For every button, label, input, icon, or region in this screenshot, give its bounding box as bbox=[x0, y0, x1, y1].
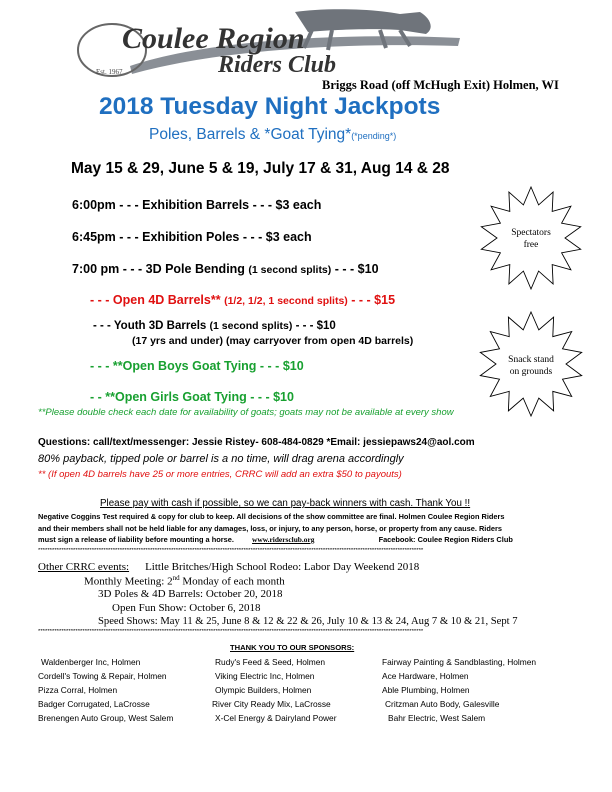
little-britches: Little Britches/High School Rodeo: Labor Day Weekend 2018 bbox=[145, 561, 420, 573]
pole-bending bbox=[72, 262, 379, 276]
fun-show-event: Open Fun Show: October 6, 2018 bbox=[112, 602, 261, 614]
logo-name-line1: Coulee Region bbox=[122, 22, 305, 55]
open-girls-goat-tying: - - **Open Girls Goat Tying - - - $10 bbox=[90, 390, 294, 404]
sponsor: Able Plumbing, Holmen bbox=[382, 685, 470, 695]
youth-splits: (1 second splits) bbox=[209, 320, 293, 332]
sponsor: Cordell's Towing & Repair, Holmen bbox=[38, 671, 167, 681]
extra-payout-note: ** (If open 4D barrels have 25 or more entries, CRRC will add an extra $50 to payouts) bbox=[38, 469, 402, 480]
goat-availability-note: **Please double check each date for availability of goats; goats may not be available at every show bbox=[38, 407, 454, 418]
page-title: 2018 Tuesday Night Jackpots bbox=[99, 93, 441, 120]
pole-bending-splits: (1 second splits) bbox=[248, 264, 332, 276]
open-4d-splits: (1/2, 1/2, 1 second splits) bbox=[224, 295, 348, 307]
exhibition-barrels: 6:00pm - - - Exhibition Barrels - - - $3 each bbox=[72, 198, 322, 212]
subtitle bbox=[149, 126, 396, 144]
sponsor: Ace Hardware, Holmen bbox=[382, 671, 469, 681]
youth-barrels bbox=[93, 320, 336, 332]
youth-label: - - - Youth 3D Barrels bbox=[93, 320, 210, 332]
payback-info: 80% payback, tipped pole or barrel is a no time, will drag arena accordingly bbox=[38, 453, 404, 465]
club-logo bbox=[70, 8, 465, 80]
snack-line2: on grounds bbox=[509, 367, 553, 377]
monthly-meeting-a: Monthly Meeting: 2 bbox=[84, 575, 173, 588]
sponsor: X-Cel Energy & Dairyland Power bbox=[215, 713, 337, 723]
open-4d-fee: - - - $15 bbox=[347, 293, 396, 307]
disclaimer-line: Negative Coggins Test required & copy for club to keep. All decisions of the show committee are final. Holmen Coulee Region Riders bbox=[38, 512, 505, 521]
sponsor: Viking Electric Inc, Holmen bbox=[215, 671, 315, 681]
sponsor: Bahr Electric, West Salem bbox=[388, 713, 486, 723]
subtitle-text: Poles, Barrels & *Goat Tying* bbox=[149, 126, 352, 143]
open-4d-label: - - - Open 4D Barrels** bbox=[90, 293, 225, 307]
monthly-meeting-b: Monday of each month bbox=[179, 575, 285, 588]
disclaimer-line: and their members shall not be held liable for any damages, loss, or injury, to any person, horse, or property from any cause. Riders bbox=[38, 523, 502, 533]
sponsor: River City Ready Mix, LaCrosse bbox=[212, 699, 331, 709]
youth-fee: - - - $10 bbox=[292, 320, 336, 332]
logo-name-line2: Riders Club bbox=[218, 52, 337, 78]
spectators-line2: free bbox=[523, 240, 539, 250]
speed-shows-event: Speed Shows: May 11 & 25, June 8 & 12 & 22 & 26, July 10 & 13 & 24, Aug 7 & 10 & 21, Sept 7 bbox=[98, 616, 518, 627]
disclaimer bbox=[38, 511, 513, 546]
spectators-starburst-icon bbox=[478, 185, 584, 291]
monthly-meeting bbox=[84, 574, 285, 588]
other-events-row bbox=[38, 561, 419, 573]
exhibition-poles: 6:45pm - - - Exhibition Poles - - - $3 each bbox=[72, 230, 312, 244]
location: Briggs Road (off McHugh Exit) Holmen, WI bbox=[322, 78, 559, 92]
sponsor: Critzman Auto Body, Galesville bbox=[385, 699, 500, 709]
snack-starburst-icon bbox=[476, 310, 586, 418]
sponsor: Brenengen Auto Group, West Salem bbox=[38, 713, 174, 723]
divider-stars: ********************************************************************************************************************************************************************* bbox=[38, 548, 424, 554]
disclaimer-last: must sign a release of liability before mounting a horse. bbox=[38, 535, 234, 544]
other-events-label: Other CRRC events: bbox=[38, 561, 130, 573]
poles-barrels-event: 3D Poles & 4D Barrels: October 20, 2018 bbox=[98, 588, 283, 600]
sponsor: Olympic Builders, Holmen bbox=[215, 685, 312, 695]
horse-silhouette-icon bbox=[295, 9, 431, 34]
pay-cash-note: Please pay with cash if possible, so we can pay-back winners with cash. Thank You !! bbox=[100, 498, 471, 509]
questions-contact: Questions: call/text/messenger: Jessie Ristey- 608-484-0829 *Email: jessiepaws24@aol.com bbox=[38, 437, 475, 448]
sponsor: Pizza Corral, Holmen bbox=[38, 685, 118, 695]
youth-note: (17 yrs and under) (may carryover from open 4D barrels) bbox=[132, 335, 414, 347]
subtitle-note: (*pending*) bbox=[351, 131, 397, 141]
facebook-link[interactable]: Facebook: Coulee Region Riders Club bbox=[378, 535, 513, 544]
snack-line1: Snack stand bbox=[508, 355, 554, 365]
sponsor: Waldenberger Inc, Holmen bbox=[41, 657, 141, 667]
event-dates: May 15 & 29, June 5 & 19, July 17 & 31, Aug 14 & 28 bbox=[71, 160, 450, 177]
spectators-line1: Spectators bbox=[511, 228, 551, 238]
disclaimer-last-line bbox=[38, 534, 513, 546]
divider-stars: ********************************************************************************************************************************************************************* bbox=[38, 629, 424, 635]
open-4d-barrels bbox=[90, 293, 395, 307]
pole-bending-label: 7:00 pm - - - 3D Pole Bending bbox=[72, 262, 249, 276]
website-link[interactable]: www.ridersclub.org bbox=[252, 535, 315, 544]
pole-bending-fee: - - - $10 bbox=[331, 262, 379, 276]
sponsor: Rudy's Feed & Seed, Holmen bbox=[215, 657, 326, 667]
sponsor: Badger Corrugated, LaCrosse bbox=[38, 699, 150, 709]
monthly-meeting-sup: nd bbox=[172, 574, 180, 582]
logo-est: Est. 1967 bbox=[96, 68, 123, 76]
open-boys-goat-tying: - - - **Open Boys Goat Tying - - - $10 bbox=[90, 359, 304, 373]
sponsor: Fairway Painting & Sandblasting, Holmen bbox=[382, 657, 537, 667]
sponsors-title: THANK YOU TO OUR SPONSORS: bbox=[230, 643, 355, 652]
